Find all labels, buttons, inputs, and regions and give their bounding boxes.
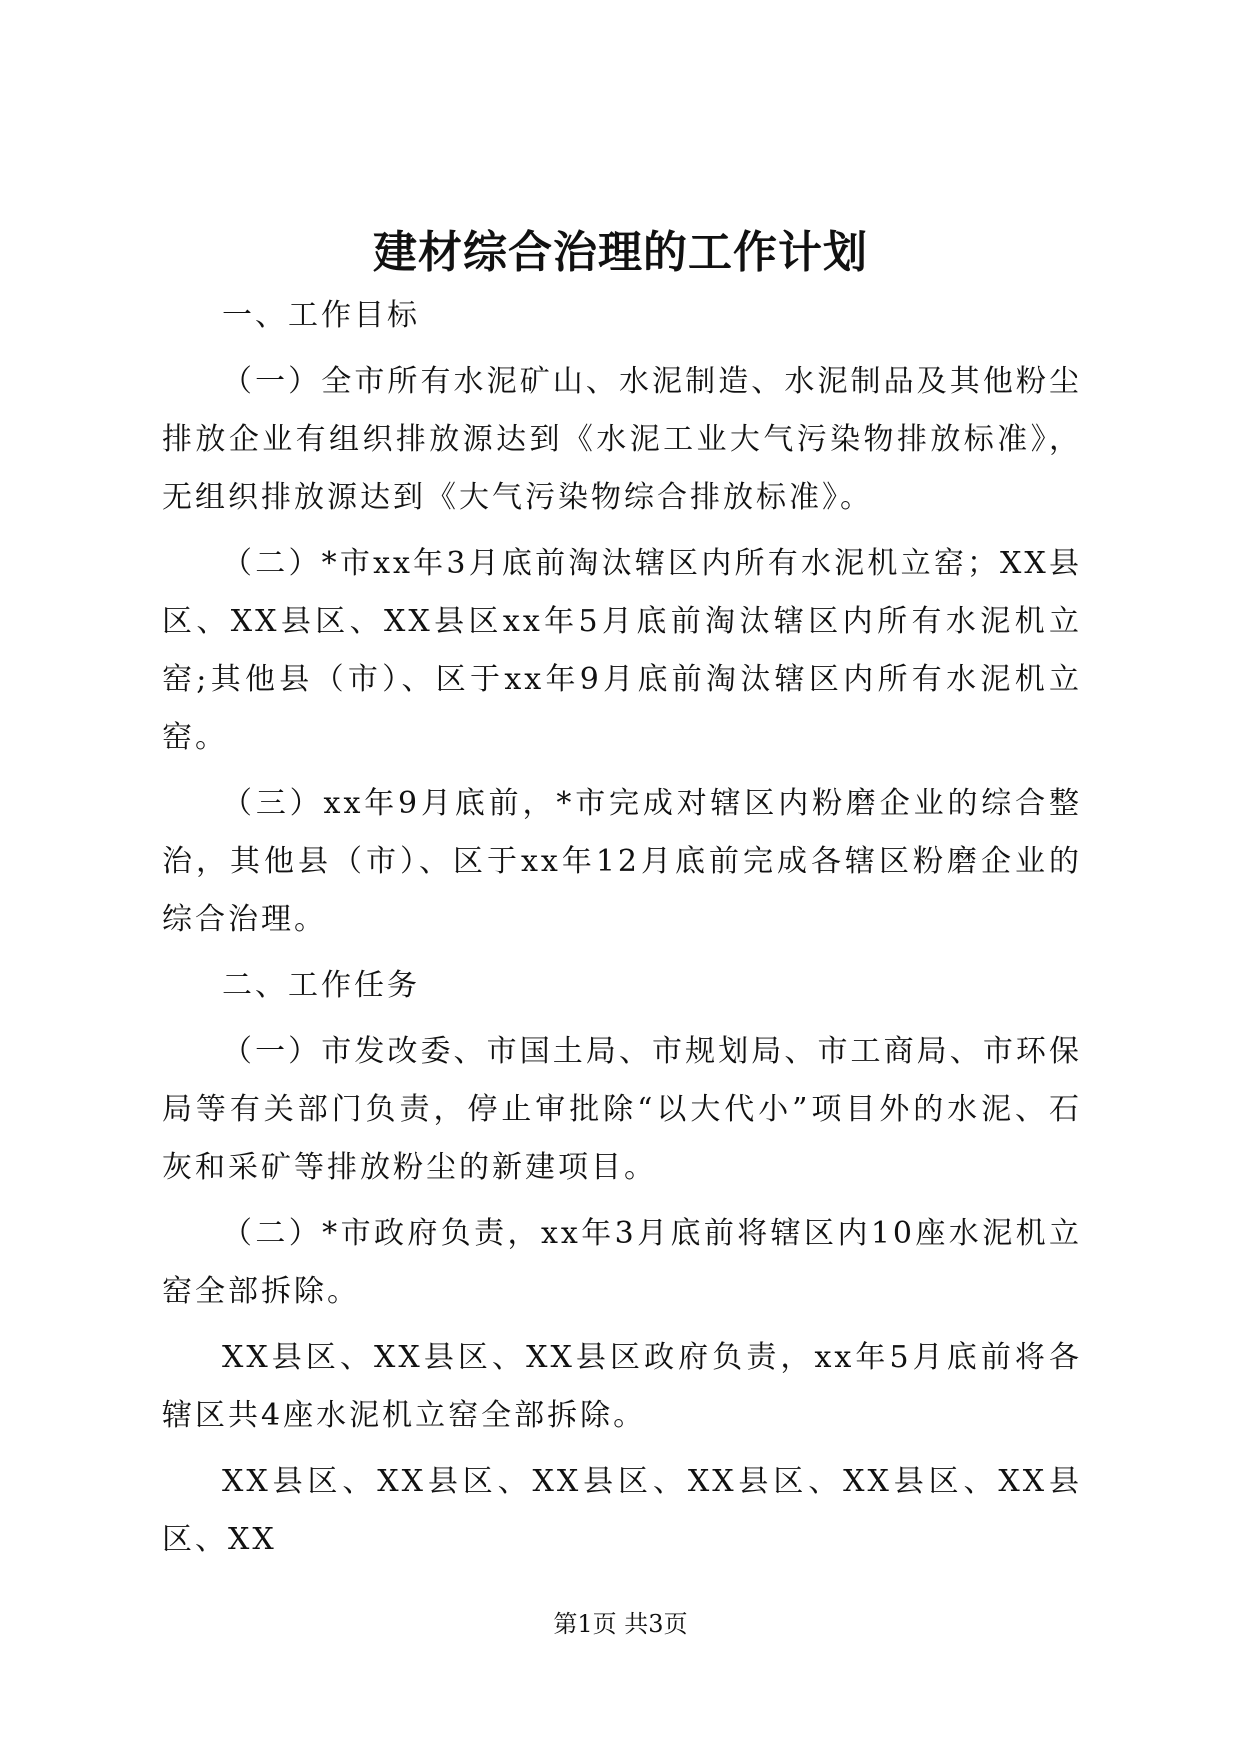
paragraph: （二）*市xx年3月底前淘汰辖区内所有水泥机立窑；XX县区、XX县区、XX县区xx年5月底前淘汰辖区内所有水泥机立窑;其他县（市）、区于xx年9月底前淘汰辖区内所有水泥机立窑。 <box>162 546 1082 755</box>
paragraph: （一）市发改委、市国土局、市规划局、市工商局、市环保局等有关部门负责，停止审批除“以大代小”项目外的水泥、石灰和采矿等排放粉尘的新建项目。 <box>162 1034 1082 1185</box>
document-body <box>162 287 1082 1569</box>
paragraph: XX县区、XX县区、XX县区、XX县区、XX县区、XX县区、XX <box>162 1464 1082 1557</box>
document-title: 建材综合治理的工作计划 <box>373 227 868 278</box>
section-heading-goals: 一、工作目标 <box>222 298 420 333</box>
paragraph: （三）xx年9月底前，*市完成对辖区内粉磨企业的综合整治，其他县（市）、区于xx年12月底前完成各辖区粉磨企业的综合治理。 <box>162 786 1082 937</box>
paragraph: XX县区、XX县区、XX县区政府负责，xx年5月底前将各辖区共4座水泥机立窑全部拆除。 <box>162 1340 1082 1433</box>
section-heading-tasks: 二、工作任务 <box>222 968 420 1003</box>
page-number-footer: 第1页 共3页 <box>553 1610 688 1638</box>
paragraph: （二）*市政府负责，xx年3月底前将辖区内10座水泥机立窑全部拆除。 <box>162 1216 1082 1309</box>
paragraph: （一）全市所有水泥矿山、水泥制造、水泥制品及其他粉尘排放企业有组织排放源达到《水泥工业大气污染物排放标准》，无组织排放源达到《大气污染物综合排放标准》。 <box>162 364 1082 515</box>
